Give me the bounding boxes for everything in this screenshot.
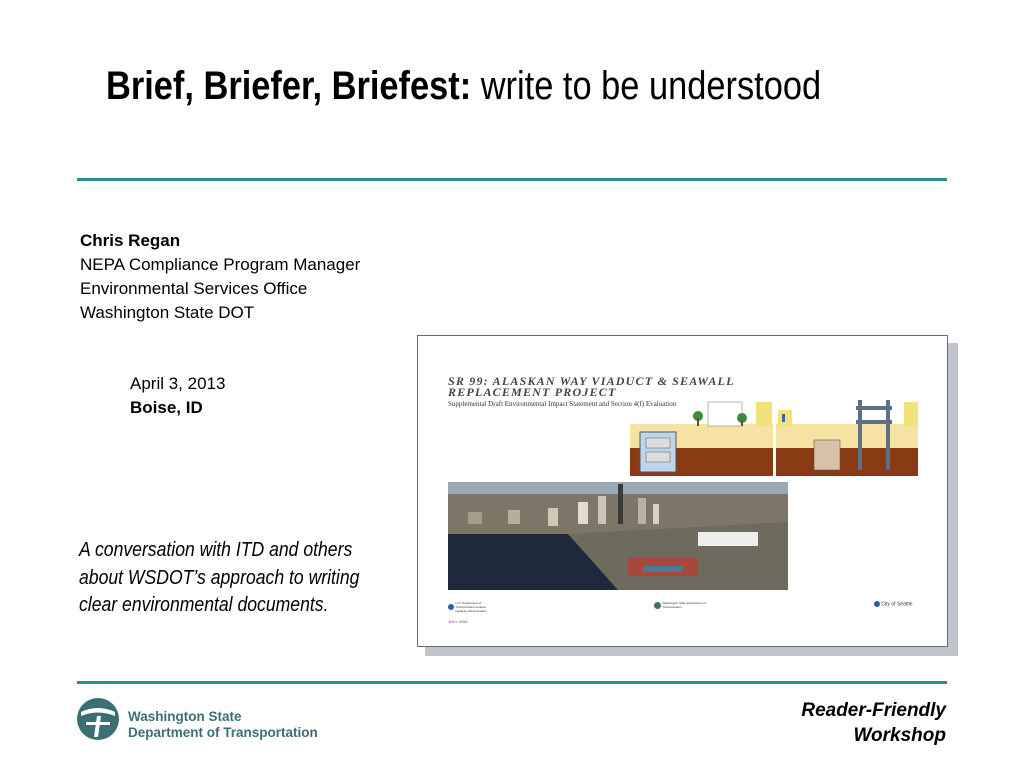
city-of-seattle-logo xyxy=(874,601,913,607)
fhwa-logo-icon xyxy=(448,604,454,610)
speaker-block xyxy=(80,229,360,325)
speaker-role: NEPA Compliance Program Manager xyxy=(80,255,361,274)
aerial-photo xyxy=(448,482,788,590)
bottom-divider xyxy=(77,681,947,684)
agency-line2: Department of Transportation xyxy=(128,725,318,740)
document-title xyxy=(448,376,735,398)
workshop-line1: Reader-Friendly xyxy=(801,700,946,721)
city-of-seattle-text: City of Seattle xyxy=(881,601,913,608)
wsdot-logo-icon xyxy=(76,697,120,741)
fhwa-logo xyxy=(448,601,495,613)
slide-title xyxy=(106,62,863,110)
event-date: April 3, 2013 xyxy=(130,374,226,393)
wsdot-mini-logo xyxy=(654,601,714,609)
event-place: Boise, ID xyxy=(130,398,203,417)
document-title-line1: SR 99: ALASKAN WAY VIADUCT & SEAWALL xyxy=(448,374,735,388)
agency-name xyxy=(128,709,318,741)
wsdot-mini-logo-text: Washington State Department of Transportation xyxy=(662,601,706,609)
title-bold: Brief, Briefer, Briefest: xyxy=(106,64,472,108)
speaker-office: Environmental Services Office xyxy=(80,279,308,298)
workshop-label xyxy=(801,698,946,748)
title-rest: write to be understood xyxy=(471,64,822,108)
document-subtitle: Supplemental Draft Environmental Impact Statement and Section 4(f) Evaluation xyxy=(448,400,677,408)
cross-section-illustration xyxy=(630,398,920,478)
description-text: A conversation with ITD and others about WSDOT’s approach to writing clear environmental documents. xyxy=(79,539,360,616)
event-block xyxy=(130,372,225,420)
fhwa-logo-text: U.S. Department of Transportation Federal Highway Administration xyxy=(455,601,487,613)
speaker-org: Washington State DOT xyxy=(80,303,255,322)
city-of-seattle-icon xyxy=(874,601,880,607)
workshop-line2: Workshop xyxy=(853,725,946,746)
wsdot-mini-logo-icon xyxy=(654,602,661,609)
document-date: JULY 2006 xyxy=(448,619,468,624)
top-divider xyxy=(77,178,947,181)
speaker-name: Chris Regan xyxy=(80,231,181,250)
document-title-line2: REPLACEMENT PROJECT xyxy=(448,385,617,399)
document-thumbnail xyxy=(417,335,948,647)
agency-line1: Washington State xyxy=(128,709,242,724)
